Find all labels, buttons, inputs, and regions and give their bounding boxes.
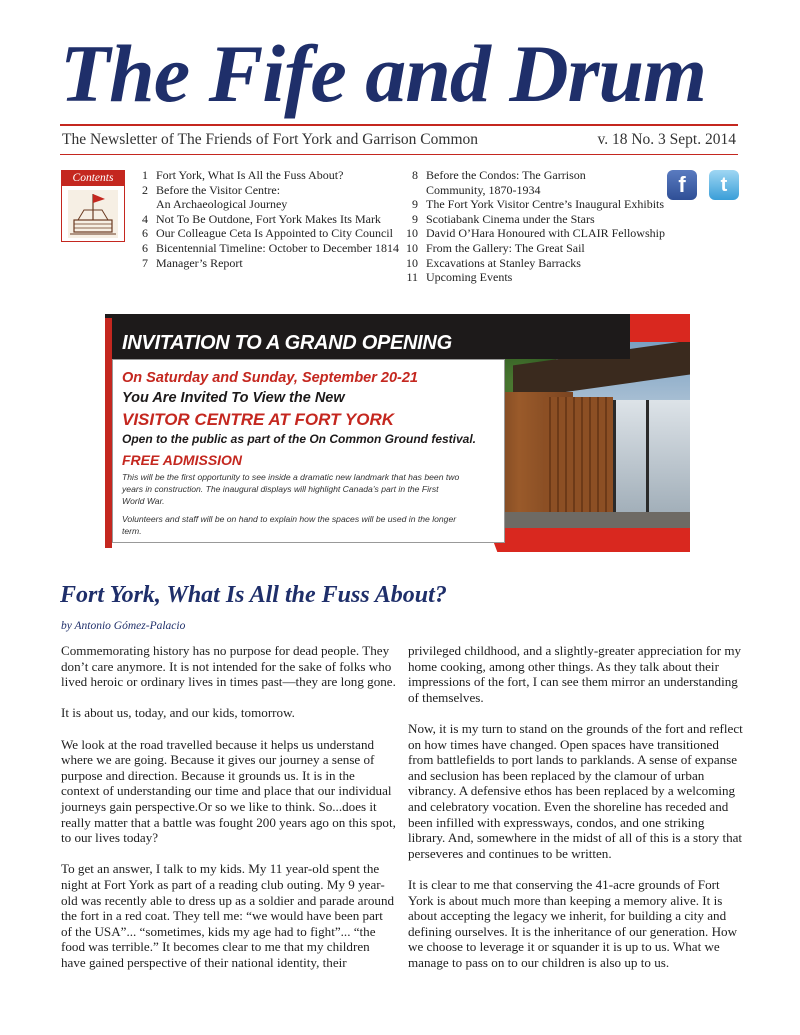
article-paragraph: We look at the road travelled because it helps us understand where we are going. Because it gives our journey a sense of purpose and direction. Because it grounds us. It is in the context of understanding our time and place that our individual journeys gain perspective.Or so we like to think. So...does it really matter that a battle was fought 200 years ago on this spot, to our lives today? — [61, 736, 396, 846]
twitter-glyph: t — [720, 173, 728, 196]
banner-red-edge — [105, 318, 112, 548]
banner-volunteer-note: Volunteers and staff will be on hand to explain how the spaces will be used in the longer term. — [122, 514, 457, 536]
article-column-right — [408, 643, 743, 986]
festival-note: Open to the public as part of the On Common Ground festival. — [122, 432, 477, 446]
article-paragraph: Commemorating history has no purpose for dead people. They don’t care anymore. It is not intended for the sake of folks who lived heroic or ordinary lives in times past—they are long gone. — [61, 643, 396, 690]
article-paragraph: It is about us, today, and our kids, tomorrow. — [61, 705, 295, 721]
toc-item[interactable]: 4 Not To Be Outdone, Fort York Makes Its Mark — [142, 211, 381, 226]
issue-number: v. 18 No. 3 Sept. 2014 — [597, 131, 736, 148]
fort-illustration-icon — [68, 190, 118, 238]
toc-item[interactable]: 6 Our Colleague Ceta Is Appointed to City Council — [142, 226, 393, 241]
table-of-contents-left — [134, 168, 404, 270]
contents-badge — [61, 170, 125, 242]
toc-item[interactable]: 8 Before the Condos: The Garrison — [412, 168, 586, 182]
free-admission-label: FREE ADMISSION — [122, 452, 243, 468]
banner-card — [112, 359, 505, 543]
table-of-contents-right — [400, 168, 680, 285]
toc-item[interactable]: 10 Excavations at Stanley Barracks — [406, 255, 581, 270]
event-dates: On Saturday and Sunday, September 20-21 — [122, 370, 418, 386]
article-paragraph: privileged childhood, and a slightly-greater appreciation for my home cooking, among other things. As they talk about their impressions of the fort, I can see them mirror an understanding of themselves. — [408, 643, 742, 705]
article-byline: by Antonio Gómez-Palacio — [61, 620, 186, 632]
toc-item[interactable]: 1 Fort York, What Is All the Fuss About? — [142, 168, 344, 182]
toc-item[interactable]: 9 Scotiabank Cinema under the Stars — [412, 211, 595, 226]
contents-label: Contents — [62, 171, 124, 186]
toc-item[interactable]: 6 Bicentennial Timeline: October to December 1814 — [142, 240, 399, 255]
article-paragraph: It is clear to me that conserving the 41-acre grounds of Fort York is about much more than keeping a memory alive. It is about accepting the legacy we inherit, for building a city and defining ourselves. It is the inheritance of our generation. How we choose to leverage it or squander it is up to us. What we manage to pass on to our children is also up to us. — [408, 876, 738, 970]
toc-item[interactable]: 10 From the Gallery: The Great Sail — [406, 240, 585, 255]
visitor-centre-photo — [483, 342, 690, 528]
banner-description: This will be the first opportunity to see inside a dramatic new landmark that has been two years in construction. The inaugural displays will highlight Canada’s part in the First World War. — [122, 472, 460, 506]
masthead-rule — [60, 124, 738, 126]
venue-name: VISITOR CENTRE AT FORT YORK — [122, 410, 395, 429]
newsletter-subtitle: The Newsletter of The Friends of Fort York and Garrison Common — [62, 131, 479, 148]
toc-item[interactable]: An Archaeological Journey — [156, 197, 288, 212]
toc-item[interactable]: 2 Before the Visitor Centre: — [142, 182, 281, 197]
toc-item[interactable]: 10 David O’Hara Honoured with CLAIR Fellowship — [406, 226, 665, 241]
article-column-left — [61, 643, 396, 986]
invitation-text: You Are Invited To View the New — [122, 390, 345, 406]
subtitle-rule — [60, 154, 738, 155]
article-paragraph: To get an answer, I talk to my kids. My 11 year-old spent the night at Fort York as part of a reading club outing. My 9 year-old was recently able to dress up as a soldier and parade around the fort in a red coat. They tell me: “we would have been part of the USA”... “sometimes, kids my age had to fight”... “the food was terrible.” It becomes clear to me that my children have gained perspective of their national identity, their — [61, 861, 395, 970]
toc-item[interactable]: Community, 1870-1934 — [426, 182, 541, 197]
grand-opening-banner — [105, 314, 690, 552]
article-title: Fort York, What Is All the Fuss About? — [60, 582, 447, 608]
toc-item[interactable]: 11 Upcoming Events — [406, 270, 513, 285]
newsletter-title: The Fife and Drum — [60, 28, 706, 119]
toc-item[interactable]: 9 The Fort York Visitor Centre’s Inaugural Exhibits — [412, 197, 665, 212]
twitter-icon[interactable] — [709, 170, 739, 200]
article-paragraph: Now, it is my turn to stand on the grounds of the fort and reflect on how times have changed. Open spaces have transitioned from battlefields to port lands to parklands. A sense of expanse and seclusion has been replaced by the clamour of urban vibrancy. A defensive ethos has been replaced by a welcoming and celebratory vocation. Even the shoreline has receded and been infilled with expressways, condos, and one striking library. And, somewhere in the midst of all of this is a story that perseveres and continues to be written. — [408, 720, 743, 861]
facebook-glyph: f — [678, 172, 686, 197]
toc-item[interactable]: 7 Manager’s Report — [142, 255, 243, 270]
banner-heading: INVITATION TO A GRAND OPENING — [122, 332, 452, 354]
facebook-icon[interactable] — [667, 170, 697, 200]
